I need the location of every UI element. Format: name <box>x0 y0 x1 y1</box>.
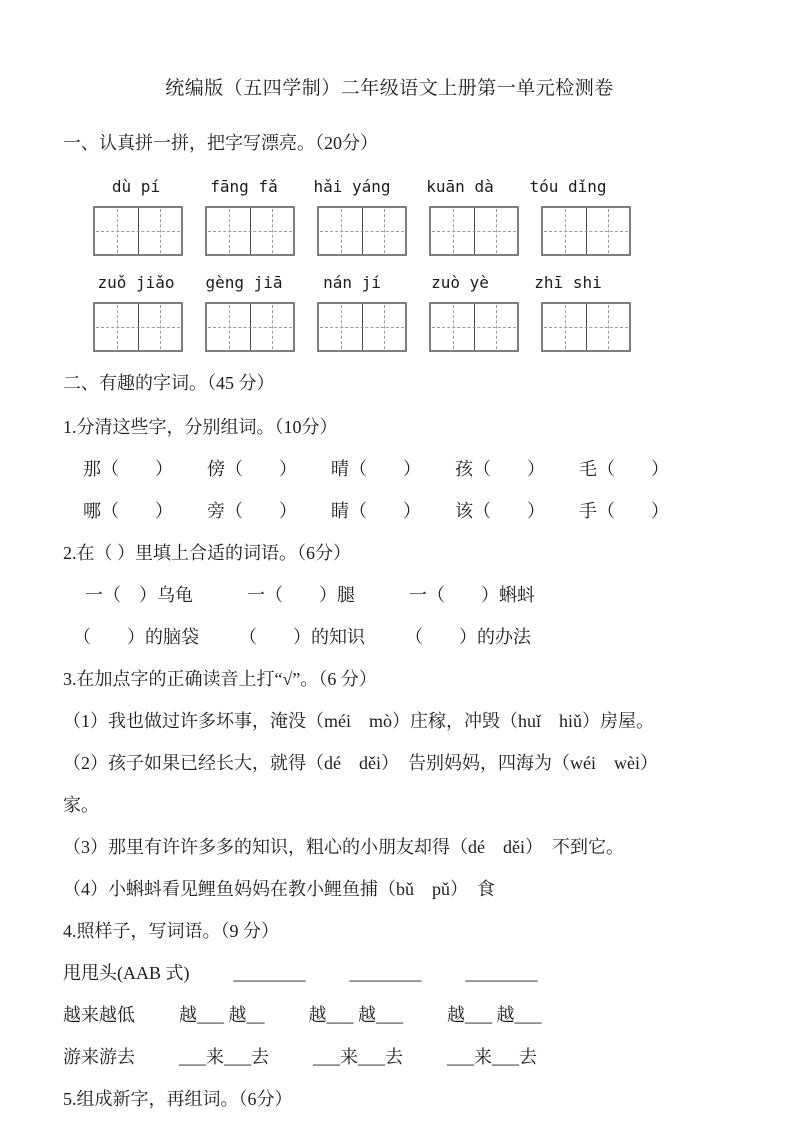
character: 旁 <box>207 501 225 521</box>
writing-grid-row-1 <box>93 206 716 256</box>
character: 晴 <box>331 459 349 479</box>
writing-grid-box <box>317 302 407 352</box>
pinyin-label: tóu dǐng <box>529 177 607 196</box>
writing-grid-box <box>541 206 631 256</box>
pinyin-label: dù pí <box>111 177 161 196</box>
pinyin-row-1 <box>93 174 716 200</box>
q1-char-row-1 <box>83 456 716 482</box>
answer-blank: ___来___去 <box>313 1047 403 1067</box>
q4-row-3 <box>63 1044 716 1070</box>
char-group <box>207 498 297 524</box>
character: 那 <box>83 459 101 479</box>
char-group <box>455 498 545 524</box>
answer-paren: （ ） <box>473 459 545 479</box>
writing-grid-box <box>205 302 295 352</box>
answer-blank: ___来___去 <box>179 1047 269 1067</box>
char-group <box>83 498 173 524</box>
writing-grid-box <box>429 302 519 352</box>
q4-row-2 <box>63 1002 716 1028</box>
pinyin-label: zuǒ jiǎo <box>97 273 175 292</box>
writing-grid-box <box>429 206 519 256</box>
char-group <box>207 456 297 482</box>
fill-item: 一（ ）蝌蚪 <box>409 585 535 605</box>
section2-heading: 二、有趣的字词。（45 分） <box>63 373 275 393</box>
answer-paren: （ ） <box>597 501 669 521</box>
q1-heading: 1.分清这些字，分别组词。（10分） <box>63 417 338 437</box>
character: 该 <box>455 501 473 521</box>
writing-grid-box <box>93 206 183 256</box>
char-group <box>579 456 669 482</box>
pinyin-label: gèng jiā <box>205 273 283 292</box>
section1-heading: 一、认真拼一拼，把字写漂亮。（20分） <box>63 133 378 153</box>
q2-heading: 2.在（ ）里填上合适的词语。（6分） <box>63 543 351 563</box>
character: 哪 <box>83 501 101 521</box>
q4-row-1 <box>63 960 716 986</box>
fill-item: （ ）的办法 <box>405 627 531 647</box>
writing-grid-box <box>541 302 631 352</box>
character: 傍 <box>207 459 225 479</box>
answer-paren: （ ） <box>349 501 421 521</box>
answer-blank: ________ <box>233 963 306 983</box>
writing-grid-box <box>317 206 407 256</box>
example-label: 甩甩头(AAB 式) <box>63 963 190 983</box>
fill-item: 一（ ）腿 <box>247 585 355 605</box>
answer-paren: （ ） <box>101 501 173 521</box>
q5-heading: 5.组成新字，再组词。（6分） <box>63 1089 293 1109</box>
q3-line-2-cont: 家。 <box>63 795 99 815</box>
answer-paren: （ ） <box>101 459 173 479</box>
char-group <box>331 456 421 482</box>
pinyin-label: zhī shi <box>534 273 602 292</box>
q2-row-2 <box>73 624 716 650</box>
q3-line-4: （4）小蝌蚪看见鲤鱼妈妈在教小鲤鱼捕（bǔ pǔ） 食 <box>63 879 495 899</box>
q4-heading: 4.照样子，写词语。（9 分） <box>63 921 279 941</box>
q2-row-1 <box>85 582 716 608</box>
character: 孩 <box>455 459 473 479</box>
example-label: 游来游去 <box>63 1047 135 1067</box>
pinyin-row-2 <box>93 270 716 296</box>
q3-line-3: （3）那里有许许多多的知识，粗心的小朋友却得（dé děi） 不到它。 <box>63 837 624 857</box>
fill-item: （ ）的知识 <box>239 627 365 647</box>
answer-blank: 越___ 越__ <box>179 1005 265 1025</box>
answer-blank: 越___ 越___ <box>308 1005 403 1025</box>
answer-blank: 越___ 越___ <box>447 1005 542 1025</box>
q3-line-2: （2）孩子如果已经长大，就得（dé děi） 告别妈妈，四海为（wéi wèi） <box>63 753 658 773</box>
pinyin-label: zuò yè <box>431 273 489 292</box>
char-group <box>455 456 545 482</box>
answer-blank: ________ <box>349 963 422 983</box>
pinyin-label: nán jí <box>323 273 381 292</box>
char-group <box>331 498 421 524</box>
example-label: 越来越低 <box>63 1005 135 1025</box>
writing-grid-row-2 <box>93 302 716 352</box>
fill-item: 一（ ）乌龟 <box>85 585 193 605</box>
q3-heading: 3.在加点字的正确读音上打“√”。（6 分） <box>63 669 377 689</box>
page-title: 统编版（五四学制）二年级语文上册第一单元检测卷 <box>165 78 614 99</box>
pinyin-label: kuān dà <box>426 177 494 196</box>
pinyin-label: hǎi yáng <box>313 177 391 196</box>
writing-grid-box <box>205 206 295 256</box>
answer-blank: ___来___去 <box>447 1047 537 1067</box>
q1-char-row-2 <box>83 498 716 524</box>
character: 毛 <box>579 459 597 479</box>
fill-item: （ ）的脑袋 <box>73 627 199 647</box>
answer-paren: （ ） <box>225 459 297 479</box>
character: 手 <box>579 501 597 521</box>
character: 睛 <box>331 501 349 521</box>
answer-paren: （ ） <box>349 459 421 479</box>
char-group <box>579 498 669 524</box>
pinyin-label: fāng fǎ <box>210 177 278 196</box>
q3-line-1: （1）我也做过许多坏事，淹没（méi mò）庄稼，冲毁（huǐ hiǔ）房屋。 <box>63 711 654 731</box>
answer-blank: ________ <box>465 963 538 983</box>
char-group <box>83 456 173 482</box>
writing-grid-box <box>93 302 183 352</box>
answer-paren: （ ） <box>597 459 669 479</box>
answer-paren: （ ） <box>225 501 297 521</box>
answer-paren: （ ） <box>473 501 545 521</box>
